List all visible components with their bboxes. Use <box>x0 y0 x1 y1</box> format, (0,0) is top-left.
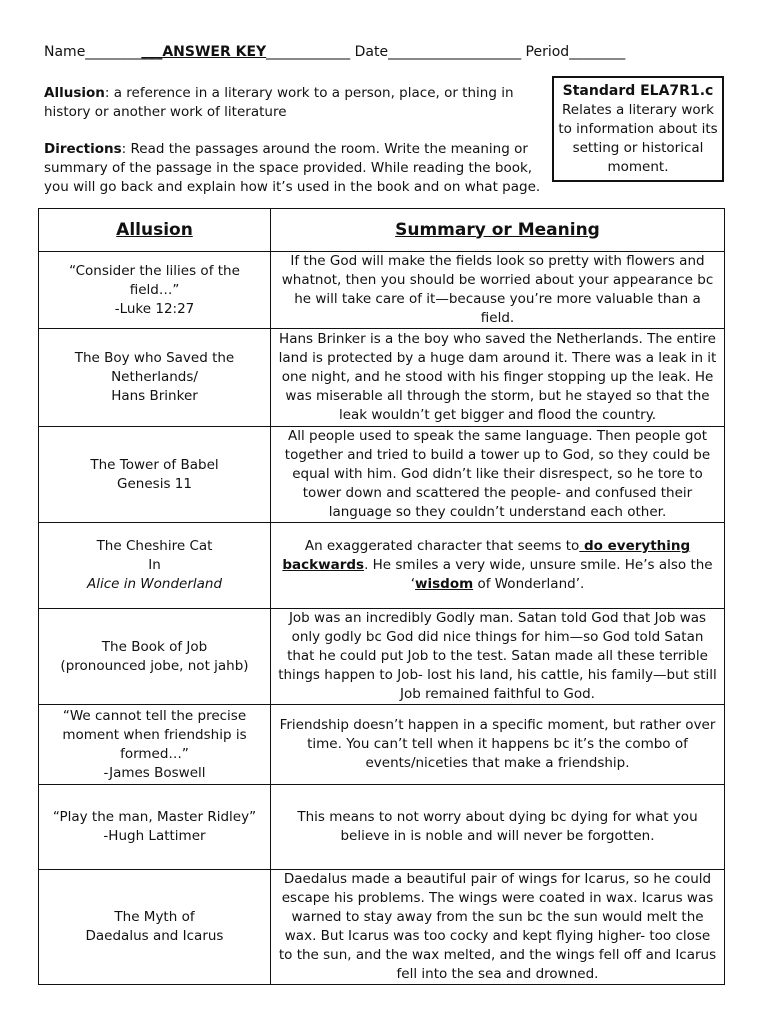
allusion-line: The Boy who Saved the <box>74 350 235 366</box>
allusion-cell <box>39 609 271 705</box>
directions-text: : Read the passages around the room. Write the meaning or summary of the passage in the space provided. While reading the book, you will go back and explain how it’s used in the book and on what page. <box>44 141 541 195</box>
allusion-cell <box>39 252 271 329</box>
allusion-line: -Luke 12:27 <box>114 300 195 317</box>
table-row <box>39 329 725 427</box>
allusion-line: Hans Brinker <box>111 388 198 404</box>
standard-box <box>552 76 724 182</box>
allusion-line: The Myth of <box>114 909 195 925</box>
name-label: Name________ <box>44 44 142 60</box>
allusion-line: In <box>148 557 161 573</box>
answer-key-label: ___ANSWER KEY <box>141 44 267 60</box>
allusion-cell <box>39 523 271 609</box>
table-row <box>39 609 725 705</box>
summary-cell: Friendship doesn’t happen in a specific moment, but rather over time. You can’t tell when it happens bc it’s the combo of events/niceties that make a friendship. <box>271 705 725 785</box>
table-row <box>39 705 725 785</box>
allusion-line: Alice in Wonderland <box>86 576 223 592</box>
col-header-summary: Summary or Meaning <box>271 209 725 252</box>
summary-cell <box>271 523 725 609</box>
summary-text: An exaggerated character that seems to <box>304 538 580 554</box>
standard-title: Standard ELA7R1.c <box>562 83 714 99</box>
allusion-cell <box>39 329 271 427</box>
allusion-cell <box>39 785 271 870</box>
summary-emphasis: do everything backwards <box>282 538 691 573</box>
directions <box>44 140 544 197</box>
allusion-definition <box>44 84 544 122</box>
allusion-cell <box>39 427 271 523</box>
standard-text: Relates a literary work to information about its setting or historical moment. <box>558 102 718 175</box>
allusion-line: Genesis 11 <box>117 475 192 492</box>
allusion-table <box>38 208 725 985</box>
allusion-line: “Play the man, Master Ridley” <box>52 809 257 825</box>
directions-term: Directions <box>44 141 122 157</box>
allusion-cell <box>39 705 271 785</box>
table-row <box>39 427 725 523</box>
allusion-line: (pronounced jobe, not jahb) <box>60 657 249 674</box>
col-header-allusion: Allusion <box>39 209 271 252</box>
table-row <box>39 785 725 870</box>
table-header-row <box>39 209 725 252</box>
summary-cell: If the God will make the fields look so pretty with flowers and whatnot, then you should be worried about your appearance bc he will take care of it—because you’re more valuable than a field. <box>271 252 725 329</box>
header-line <box>44 44 724 60</box>
allusion-line: The Book of Job <box>101 638 208 655</box>
summary-cell: All people used to speak the same language. Then people got together and tried to build a tower up to God, so they could be equal with him. God didn’t like their disrespect, so he tore to tower down and scattered the people- and confused their language so they couldn’t understand each other. <box>271 427 725 523</box>
date-period-label: ____________ Date___________________ Period________ <box>266 44 626 60</box>
allusion-term: Allusion <box>44 85 105 101</box>
table-row <box>39 870 725 985</box>
summary-text: of Wonderland’. <box>473 576 585 592</box>
allusion-def-text: : a reference in a literary work to a person, place, or thing in history or another work of literature <box>44 85 514 120</box>
allusion-line: “Consider the lilies of the field…” <box>69 262 240 298</box>
summary-emphasis: wisdom <box>415 576 474 592</box>
allusion-line: Daedalus and Icarus <box>85 928 224 944</box>
allusion-cell <box>39 870 271 985</box>
summary-text: . He smiles a very wide, unsure smile. He’s also the ‘ <box>364 557 713 592</box>
summary-cell: Job was an incredibly Godly man. Satan told God that Job was only godly bc God did nice things for him—so God told Satan that he could put Job to the test. Satan made all these terrible things happen to Job- lost his land, his cattle, his family—but still Job remained faithful to God. <box>271 609 725 705</box>
allusion-line: moment when friendship is <box>62 726 247 743</box>
table-row <box>39 523 725 609</box>
summary-cell: Daedalus made a beautiful pair of wings for Icarus, so he could escape his problems. The wings were coated in wax. Icarus was warned to stay away from the sun bc the sun would melt the wax. But Icarus was too cocky and kept flying higher- too close to the sun, and the wax melted, and the wings fell off and Icarus fell into the sea and drowned. <box>271 870 725 985</box>
allusion-line: Netherlands/ <box>111 369 198 385</box>
allusion-line: -Hugh Lattimer <box>103 828 206 844</box>
allusion-line: The Cheshire Cat <box>96 538 213 554</box>
allusion-line: “We cannot tell the precise <box>62 707 247 724</box>
summary-cell: Hans Brinker is a the boy who saved the Netherlands. The entire land is protected by a huge dam around it. There was a leak in it one night, and he stood with his finger stopping up the leak. He was miserable all through the storm, but he stayed so that the leak wouldn’t get bigger and flood the country. <box>271 329 725 427</box>
table-row <box>39 252 725 329</box>
allusion-line: The Tower of Babel <box>90 456 219 473</box>
allusion-line: -James Boswell <box>103 764 206 781</box>
allusion-line: formed…” <box>120 745 189 762</box>
summary-cell: This means to not worry about dying bc dying for what you believe in is noble and will never be forgotten. <box>271 785 725 870</box>
